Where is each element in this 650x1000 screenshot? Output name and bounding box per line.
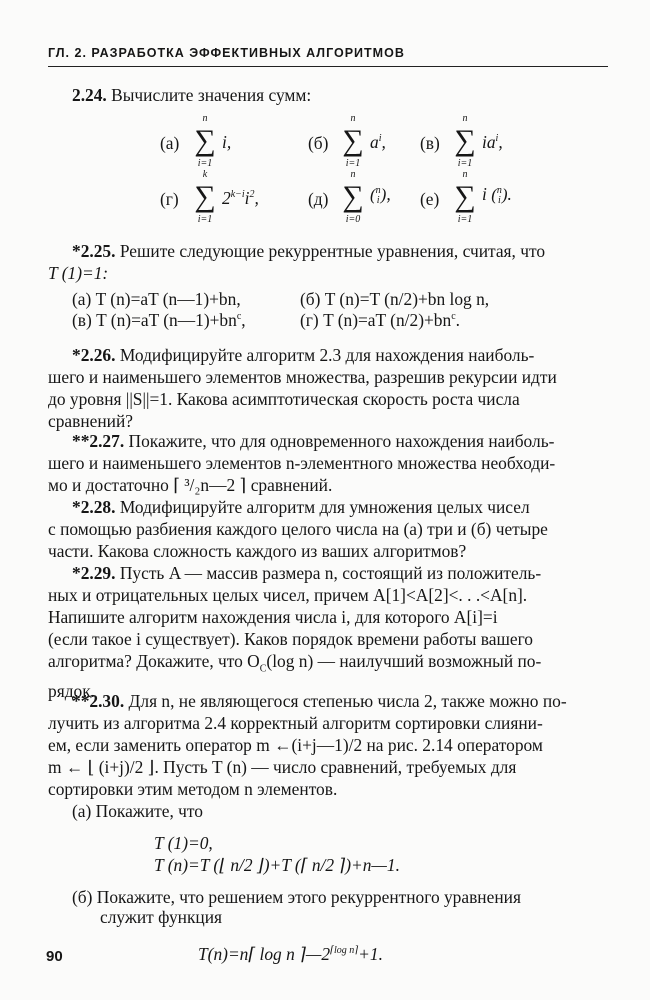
sigma-symbol: k ∑ i=1: [194, 169, 216, 225]
part-b-line-2: служит функция: [100, 907, 223, 927]
recurrence-b: (б) T (n)=T (n/2)+bn log n,: [300, 289, 490, 309]
sum-term: $2^{k-i}i^2$,: [222, 188, 259, 208]
exercise-number: *2.25.: [72, 241, 116, 261]
exercise-number: **2.27.: [72, 431, 125, 451]
header-rule: [48, 66, 608, 67]
exercise-2-25: *2.25. Решите следующие рекуррентные уравнения, считая, что T (1)=1:: [48, 241, 546, 283]
exercise-number: *2.26.: [72, 345, 116, 365]
recurrence-d: (г) T (n)=aT $(n/2)+bn^c$.: [300, 309, 460, 330]
exercise-2-24-heading: [72, 84, 311, 106]
exercise-2-27: **2.27. Покажите, что для одновременного нахождения наиболь- шего и наименьшего элементов n-элементного множества необходи- мо и достаточно ⌈ ³/₂n—2 ⌉ сравнений.: [48, 431, 556, 495]
sigma-symbol: n ∑ i=0: [342, 169, 364, 225]
sum-label: (а): [160, 133, 180, 153]
sigma-symbol: n ∑ i=1: [454, 169, 476, 225]
exercise-2-26: *2.26. Модифицируйте алгоритм 2.3 для нахождения наиболь- шего и наименьшего элементов множества, разрешив рекурсии идти до уровня ||S||=1. Какова асимптотическая скорость роста числа сравнений?: [48, 345, 557, 431]
exercise-text: Вычислите значения сумм:: [111, 85, 312, 105]
sigma-symbol: n ∑ i=1: [194, 113, 216, 169]
part-a-label: (а) Покажите, что: [72, 801, 203, 821]
recurrence-c: (в) T (n)=aT $(n—1)+bn^c$,: [72, 309, 246, 330]
exercise-2-28: *2.28. Модифицируйте алгоритм для умножения целых чисел с помощью разбиения каждого целого числа на (а) три и (б) четыре части. Какова сложность каждого из ваших алгоритмов?: [48, 497, 548, 561]
exercise-number: **2.30.: [72, 691, 125, 711]
sum-term: i,: [222, 132, 232, 152]
exercise-2-29: *2.29. Пусть A — массив размера n, состоящий из положитель- ных и отрицательных целых чисел, причем A[1]<A[2]<. . .<A[n]. Напишите алгоритм нахождения числа i, для которого A[i]=i (если такое i существует). Каков порядок времени работы вашего алгоритма? Докажите, что $O_C(\log$ n) — наилучший возможный по- рядок.: [48, 563, 542, 702]
sigma-symbol: n ∑ i=1: [454, 113, 476, 169]
sigma-symbol: n ∑ i=1: [342, 113, 364, 169]
recurrence-a: (а) T (n)=aT (n—1)+bn,: [72, 289, 241, 309]
equation-1: T (1)=0,: [154, 833, 213, 853]
running-header: ГЛ. 2. РАЗРАБОТКА ЭФФЕКТИВНЫХ АЛГОРИТМОВ: [48, 46, 405, 60]
binomial-term: i (n i).: [482, 184, 512, 207]
page-number: 90: [46, 948, 63, 965]
sum-term: $a^i$,: [370, 132, 386, 152]
final-formula: T(n)=n⌈ log n $⌉—2^{⌈log n⌉}+1$.: [198, 943, 383, 964]
part-b-line-1: (б) Покажите, что решением этого рекуррентного уравнения: [72, 887, 521, 907]
exercise-number: 2.24.: [72, 85, 107, 105]
binomial-term: (n i),: [370, 184, 391, 207]
sum-term: $ia^i$,: [482, 132, 503, 152]
exercise-number: *2.28.: [72, 497, 116, 517]
equation-2: T (n)=T (⌊ n/2 ⌋)+T (⌈ n/2 ⌉)+n—1.: [154, 855, 400, 875]
exercise-number: *2.29.: [72, 563, 116, 583]
exercise-2-30: **2.30. Для n, не являющегося степенью числа 2, также можно по- лучить из алгоритма 2.4 корректный алгоритм сортировки слияни- ем, если заменить оператор m ←(i+j—1)/2 на рис. 2.14 оператором m ← ⌊ (i+j)/2 ⌋. Пусть T (n) — число сравнений, требуемых для сортировки этим методом n элементов.: [48, 691, 567, 799]
